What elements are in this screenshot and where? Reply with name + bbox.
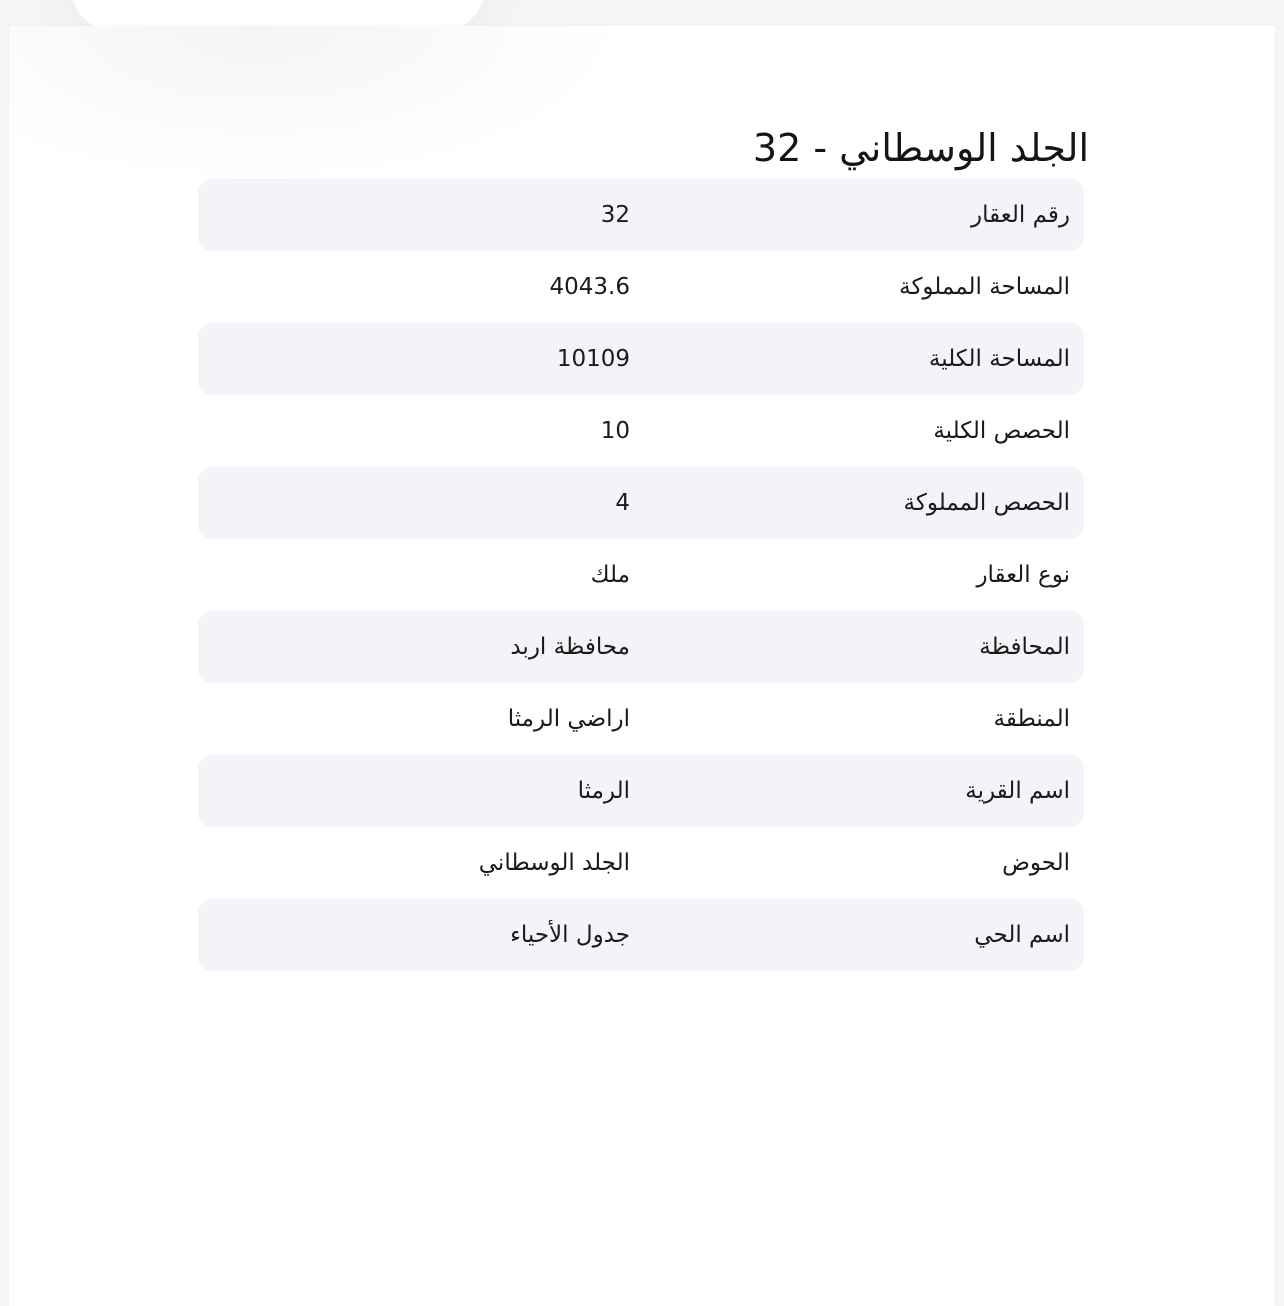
detail-label: اسم الحي (974, 922, 1070, 948)
detail-value: 4 (615, 490, 630, 516)
detail-label: المنطقة (993, 706, 1070, 732)
detail-label: نوع العقار (976, 562, 1070, 588)
detail-row-basin (198, 827, 1084, 899)
detail-value: ملك (590, 562, 630, 588)
detail-value: محافظة اربد (510, 634, 630, 660)
property-title: الجلد الوسطاني - 32 (752, 126, 1089, 170)
detail-row-total-shares (198, 395, 1084, 467)
detail-row-region (198, 683, 1084, 755)
detail-label: اسم القرية (965, 778, 1070, 804)
detail-value: 32 (600, 202, 630, 228)
detail-label: الحصص الكلية (933, 418, 1070, 444)
detail-value: جدول الأحياء (510, 922, 630, 948)
detail-value: الرمثا (577, 778, 630, 804)
detail-label: الحصص المملوكة (903, 490, 1070, 516)
detail-label: المحافظة (979, 634, 1070, 660)
detail-value: الجلد الوسطاني (478, 850, 630, 876)
property-card (9, 26, 1275, 1306)
detail-value: 4043.6 (549, 274, 630, 300)
detail-label: المساحة المملوكة (899, 274, 1070, 300)
detail-row-village-name (198, 755, 1084, 827)
detail-label: رقم العقار (971, 202, 1070, 228)
detail-row-governorate (198, 611, 1084, 683)
property-details-table (198, 179, 1084, 971)
detail-value: 10 (600, 418, 630, 444)
detail-value: 10109 (556, 346, 630, 372)
detail-row-neighborhood-name (198, 899, 1084, 971)
detail-row-owned-shares (198, 467, 1084, 539)
detail-value: اراضي الرمثا (507, 706, 630, 732)
detail-row-property-number (198, 179, 1084, 251)
detail-row-property-type (198, 539, 1084, 611)
detail-row-total-area (198, 323, 1084, 395)
detail-label: الحوض (1002, 850, 1070, 876)
detail-row-owned-area (198, 251, 1084, 323)
detail-label: المساحة الكلية (928, 346, 1070, 372)
